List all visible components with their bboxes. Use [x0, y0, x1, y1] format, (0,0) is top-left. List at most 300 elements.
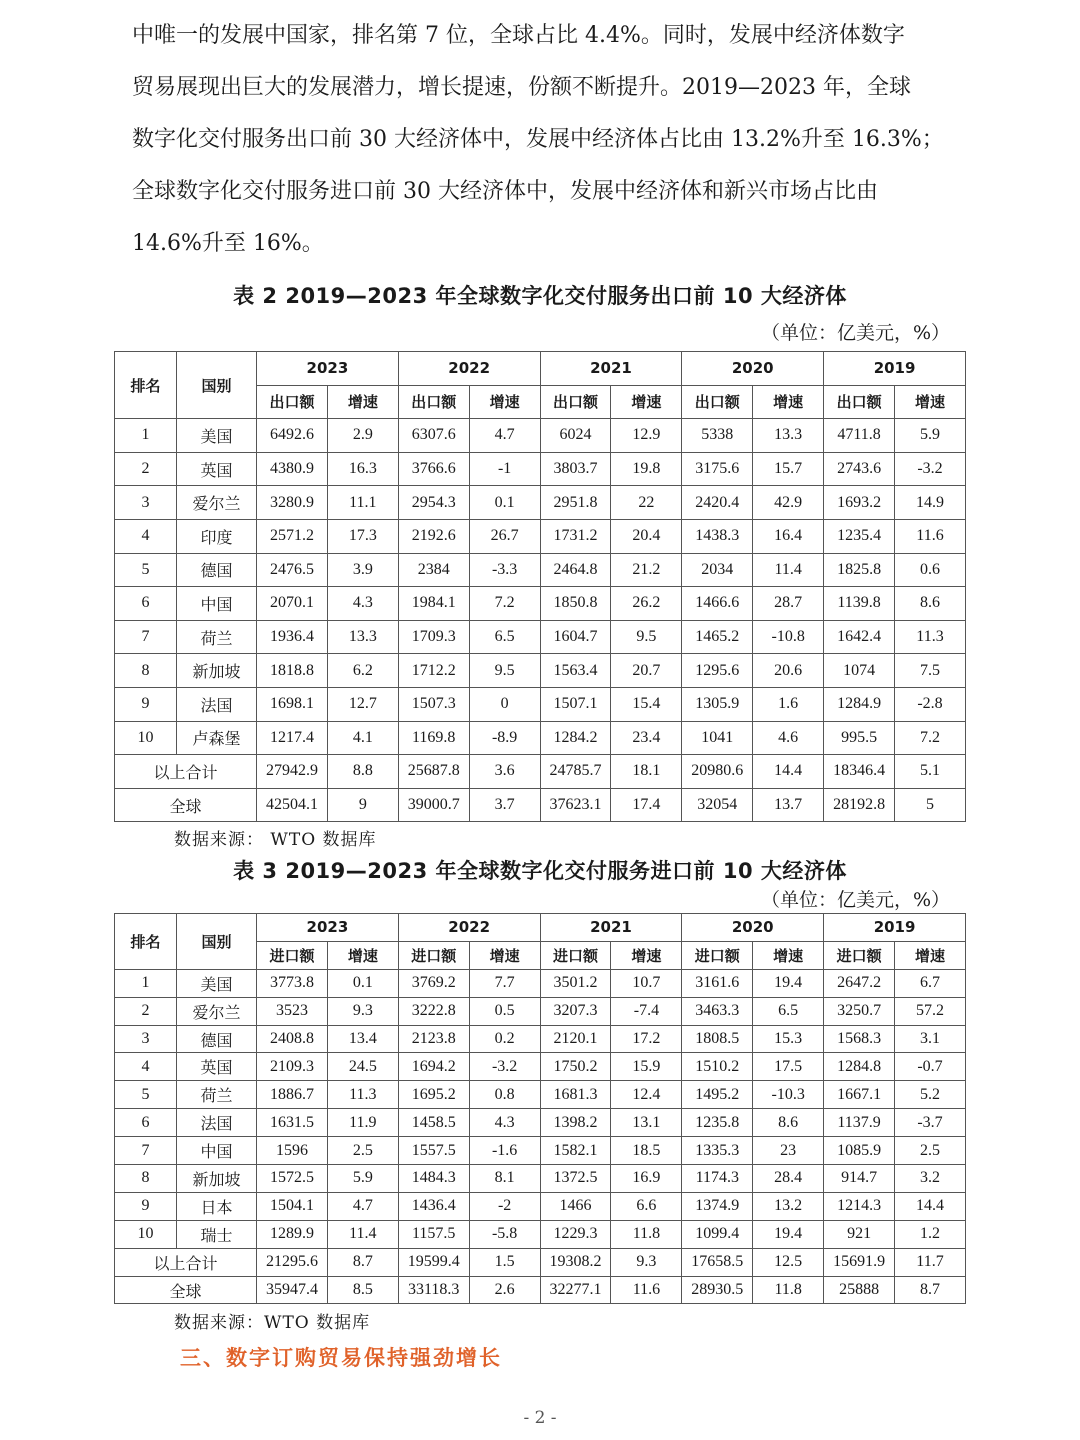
summary-cell: 19599.4 [398, 1248, 469, 1276]
value-cell: 5.9 [327, 1165, 398, 1193]
value-cell: 16.9 [611, 1165, 682, 1193]
value-cell: 1284.9 [824, 687, 895, 721]
value-cell: 11.1 [327, 486, 398, 520]
table-row [115, 1109, 966, 1137]
value-cell: 3501.2 [540, 969, 611, 997]
value-cell: 24.5 [327, 1053, 398, 1081]
value-cell: 1693.2 [824, 486, 895, 520]
country-cell: 中国 [177, 587, 257, 621]
value-cell: 1484.3 [398, 1165, 469, 1193]
value-cell: 1438.3 [682, 519, 753, 553]
growth-header: 增速 [469, 941, 540, 969]
value-cell: 1507.3 [398, 687, 469, 721]
value-cell: 914.7 [824, 1165, 895, 1193]
country-cell: 英国 [177, 1053, 257, 1081]
table-row [115, 687, 966, 721]
value-cell: 1099.4 [682, 1220, 753, 1248]
table-row [115, 486, 966, 520]
rank-cell: 2 [115, 997, 177, 1025]
rank-cell: 8 [115, 654, 177, 688]
table-row [115, 969, 966, 997]
summary-cell: 21295.6 [257, 1248, 328, 1276]
value-cell: 12.9 [611, 419, 682, 453]
table-row [115, 1025, 966, 1053]
table-row [115, 997, 966, 1025]
value-cell: 23 [753, 1137, 824, 1165]
value-cell: 14.9 [895, 486, 966, 520]
value-cell: 2464.8 [540, 553, 611, 587]
table-row [115, 419, 966, 453]
value-cell: 1235.4 [824, 519, 895, 553]
country-cell: 爱尔兰 [177, 486, 257, 520]
country-cell: 美国 [177, 969, 257, 997]
value-cell: 28.7 [753, 587, 824, 621]
country-cell: 爱尔兰 [177, 997, 257, 1025]
value-cell: 4380.9 [257, 452, 328, 486]
summary-row [115, 1276, 966, 1304]
country-header: 国别 [177, 914, 257, 970]
summary-cell: 13.7 [753, 788, 824, 822]
value-cell: 1074 [824, 654, 895, 688]
summary-label: 以上合计 [115, 1248, 257, 1276]
value-cell: 2954.3 [398, 486, 469, 520]
value-cell: 13.1 [611, 1109, 682, 1137]
summary-cell: 32277.1 [540, 1276, 611, 1304]
summary-cell: 5.1 [895, 755, 966, 789]
value-cell: 15.3 [753, 1025, 824, 1053]
value-cell: 1681.3 [540, 1081, 611, 1109]
country-cell: 瑞士 [177, 1220, 257, 1248]
value-cell: -3.2 [469, 1053, 540, 1081]
value-cell: 42.9 [753, 486, 824, 520]
summary-row [115, 1248, 966, 1276]
value-cell: -2.8 [895, 687, 966, 721]
country-cell: 英国 [177, 452, 257, 486]
value-cell: 3222.8 [398, 997, 469, 1025]
value-cell: 22 [611, 486, 682, 520]
value-cell: 1305.9 [682, 687, 753, 721]
value-cell: 1295.6 [682, 654, 753, 688]
value-header: 进口额 [824, 941, 895, 969]
value-cell: 1563.4 [540, 654, 611, 688]
value-cell: 1984.1 [398, 587, 469, 621]
value-cell: 1818.8 [257, 654, 328, 688]
summary-cell: 18.1 [611, 755, 682, 789]
value-cell: 4.3 [327, 587, 398, 621]
year-header: 2023 [257, 352, 399, 386]
summary-cell: 28930.5 [682, 1276, 753, 1304]
table-row [115, 1137, 966, 1165]
rank-cell: 9 [115, 687, 177, 721]
year-header: 2021 [540, 914, 682, 942]
year-header: 2019 [824, 914, 966, 942]
summary-cell: 17658.5 [682, 1248, 753, 1276]
value-cell: 1886.7 [257, 1081, 328, 1109]
value-cell: 21.2 [611, 553, 682, 587]
value-cell: 1458.5 [398, 1109, 469, 1137]
value-cell: 3280.9 [257, 486, 328, 520]
summary-cell: 19308.2 [540, 1248, 611, 1276]
value-cell: 20.7 [611, 654, 682, 688]
value-cell: 11.4 [327, 1220, 398, 1248]
rank-cell: 4 [115, 1053, 177, 1081]
value-header: 进口额 [398, 941, 469, 969]
value-cell: 1604.7 [540, 620, 611, 654]
rank-cell: 6 [115, 1109, 177, 1137]
summary-cell: 11.8 [753, 1276, 824, 1304]
value-cell: -10.8 [753, 620, 824, 654]
year-header: 2023 [257, 914, 399, 942]
value-cell: 11.3 [895, 620, 966, 654]
value-cell: 2109.3 [257, 1053, 328, 1081]
page-number: - 2 - [523, 1408, 557, 1428]
value-cell: 6.5 [469, 620, 540, 654]
value-cell: 1495.2 [682, 1081, 753, 1109]
summary-row [115, 755, 966, 789]
summary-cell: 8.8 [327, 755, 398, 789]
growth-header: 增速 [327, 385, 398, 419]
value-cell: 17.3 [327, 519, 398, 553]
value-cell: 20.4 [611, 519, 682, 553]
value-cell: 3.1 [895, 1025, 966, 1053]
value-cell: -8.9 [469, 721, 540, 755]
summary-cell: 11.7 [895, 1248, 966, 1276]
value-cell: 2192.6 [398, 519, 469, 553]
value-cell: 0.2 [469, 1025, 540, 1053]
value-cell: 1667.1 [824, 1081, 895, 1109]
growth-header: 增速 [753, 385, 824, 419]
summary-cell: 3.7 [469, 788, 540, 822]
country-cell: 中国 [177, 1137, 257, 1165]
country-cell: 德国 [177, 553, 257, 587]
value-cell: 26.7 [469, 519, 540, 553]
value-cell: 13.2 [753, 1192, 824, 1220]
table-row [115, 620, 966, 654]
table-row [115, 587, 966, 621]
value-cell: -3.7 [895, 1109, 966, 1137]
table-row [115, 1165, 966, 1193]
summary-cell: 8.7 [895, 1276, 966, 1304]
country-cell: 新加坡 [177, 1165, 257, 1193]
summary-label: 全球 [115, 1276, 257, 1304]
summary-cell: 17.4 [611, 788, 682, 822]
value-cell: 6.5 [753, 997, 824, 1025]
value-cell: 12.7 [327, 687, 398, 721]
value-cell: 9.3 [327, 997, 398, 1025]
summary-cell: 8.5 [327, 1276, 398, 1304]
value-cell: 1504.1 [257, 1192, 328, 1220]
rank-cell: 3 [115, 486, 177, 520]
value-cell: 19.4 [753, 969, 824, 997]
country-cell: 法国 [177, 1109, 257, 1137]
value-cell: -5.8 [469, 1220, 540, 1248]
table2-unit: （单位：亿美元，%） [760, 322, 950, 344]
value-cell: -7.4 [611, 997, 682, 1025]
value-cell: 0.8 [469, 1081, 540, 1109]
value-cell: 1750.2 [540, 1053, 611, 1081]
value-cell: 3773.8 [257, 969, 328, 997]
growth-header: 增速 [611, 385, 682, 419]
value-cell: 0.1 [469, 486, 540, 520]
value-cell: -3.3 [469, 553, 540, 587]
value-cell: 1.6 [753, 687, 824, 721]
summary-cell: 12.5 [753, 1248, 824, 1276]
value-cell: 11.6 [895, 519, 966, 553]
growth-header: 增速 [327, 941, 398, 969]
value-cell: 4.6 [753, 721, 824, 755]
table-row [115, 654, 966, 688]
value-cell: 26.2 [611, 587, 682, 621]
value-cell: 16.4 [753, 519, 824, 553]
table-row [115, 1192, 966, 1220]
value-cell: 7.5 [895, 654, 966, 688]
rank-cell: 8 [115, 1165, 177, 1193]
year-header: 2020 [682, 352, 824, 386]
value-cell: 2951.8 [540, 486, 611, 520]
value-cell: 1850.8 [540, 587, 611, 621]
table2-caption: 表 2 2019—2023 年全球数字化交付服务出口前 10 大经济体 [233, 284, 847, 308]
summary-cell: 27942.9 [257, 755, 328, 789]
summary-cell: 9 [327, 788, 398, 822]
value-cell: 11.8 [611, 1220, 682, 1248]
summary-cell: 42504.1 [257, 788, 328, 822]
summary-cell: 25888 [824, 1276, 895, 1304]
value-cell: -1.6 [469, 1137, 540, 1165]
value-cell: 19.4 [753, 1220, 824, 1248]
value-cell: 921 [824, 1220, 895, 1248]
summary-cell: 8.7 [327, 1248, 398, 1276]
value-cell: 3523 [257, 997, 328, 1025]
value-cell: 1694.2 [398, 1053, 469, 1081]
value-cell: 8.6 [895, 587, 966, 621]
table-row [115, 519, 966, 553]
value-cell: 1572.5 [257, 1165, 328, 1193]
rank-cell: 6 [115, 587, 177, 621]
summary-cell: 20980.6 [682, 755, 753, 789]
rank-cell: 2 [115, 452, 177, 486]
summary-cell: 25687.8 [398, 755, 469, 789]
value-cell: 1284.2 [540, 721, 611, 755]
value-cell: 13.3 [753, 419, 824, 453]
value-cell: 2743.6 [824, 452, 895, 486]
value-cell: 1.2 [895, 1220, 966, 1248]
rank-cell: 10 [115, 1220, 177, 1248]
growth-header: 增速 [611, 941, 682, 969]
summary-cell: 24785.7 [540, 755, 611, 789]
value-cell: 1712.2 [398, 654, 469, 688]
value-header: 进口额 [682, 941, 753, 969]
growth-header: 增速 [753, 941, 824, 969]
value-cell: 2123.8 [398, 1025, 469, 1053]
value-cell: 1808.5 [682, 1025, 753, 1053]
intro-line: 中唯一的发展中国家，排名第 7 位，全球占比 4.4%。同时，发展中经济体数字 [132, 23, 905, 48]
value-cell: -2 [469, 1192, 540, 1220]
value-cell: 1466 [540, 1192, 611, 1220]
table3-caption: 表 3 2019—2023 年全球数字化交付服务进口前 10 大经济体 [233, 859, 847, 883]
intro-line: 全球数字化交付服务进口前 30 大经济体中，发展中经济体和新兴市场占比由 [132, 179, 878, 204]
summary-cell: 11.6 [611, 1276, 682, 1304]
country-cell: 新加坡 [177, 654, 257, 688]
country-cell: 德国 [177, 1025, 257, 1053]
value-cell: -10.3 [753, 1081, 824, 1109]
value-cell: 2408.8 [257, 1025, 328, 1053]
rank-cell: 5 [115, 553, 177, 587]
value-cell: 20.6 [753, 654, 824, 688]
value-cell: 2384 [398, 553, 469, 587]
value-cell: 2647.2 [824, 969, 895, 997]
value-cell: 6.2 [327, 654, 398, 688]
value-cell: 3769.2 [398, 969, 469, 997]
value-cell: 15.4 [611, 687, 682, 721]
value-cell: 3250.7 [824, 997, 895, 1025]
value-cell: 11.9 [327, 1109, 398, 1137]
summary-cell: 39000.7 [398, 788, 469, 822]
value-cell: 1695.2 [398, 1081, 469, 1109]
value-cell: 1398.2 [540, 1109, 611, 1137]
value-cell: 0 [469, 687, 540, 721]
rank-cell: 9 [115, 1192, 177, 1220]
value-cell: 28.4 [753, 1165, 824, 1193]
value-cell: 9.5 [469, 654, 540, 688]
value-cell: 1284.8 [824, 1053, 895, 1081]
value-cell: 1174.3 [682, 1165, 753, 1193]
value-cell: 5.2 [895, 1081, 966, 1109]
country-cell: 荷兰 [177, 1081, 257, 1109]
growth-header: 增速 [469, 385, 540, 419]
value-cell: 17.2 [611, 1025, 682, 1053]
rank-cell: 7 [115, 620, 177, 654]
year-header: 2021 [540, 352, 682, 386]
value-cell: 6.6 [611, 1192, 682, 1220]
value-cell: 1374.9 [682, 1192, 753, 1220]
value-header: 出口额 [398, 385, 469, 419]
intro-line: 14.6%升至 16%。 [132, 231, 324, 256]
value-cell: 1335.3 [682, 1137, 753, 1165]
value-cell: 10.7 [611, 969, 682, 997]
value-cell: 11.4 [753, 553, 824, 587]
growth-header: 增速 [895, 385, 966, 419]
value-cell: 1157.5 [398, 1220, 469, 1248]
value-cell: 1557.5 [398, 1137, 469, 1165]
value-cell: 2571.2 [257, 519, 328, 553]
value-header: 出口额 [257, 385, 328, 419]
value-cell: 17.5 [753, 1053, 824, 1081]
value-cell: 3.2 [895, 1165, 966, 1193]
table3-import-ranking [114, 913, 966, 1304]
value-cell: 1936.4 [257, 620, 328, 654]
value-cell: -0.7 [895, 1053, 966, 1081]
value-cell: 16.3 [327, 452, 398, 486]
value-cell: 7.2 [895, 721, 966, 755]
value-cell: 14.4 [895, 1192, 966, 1220]
value-cell: 1217.4 [257, 721, 328, 755]
table-row [115, 1081, 966, 1109]
value-cell: 1436.4 [398, 1192, 469, 1220]
value-cell: 5338 [682, 419, 753, 453]
value-cell: 15.9 [611, 1053, 682, 1081]
value-header: 进口额 [540, 941, 611, 969]
value-cell: 1235.8 [682, 1109, 753, 1137]
value-cell: 2.5 [895, 1137, 966, 1165]
value-cell: 0.6 [895, 553, 966, 587]
summary-cell: 28192.8 [824, 788, 895, 822]
value-cell: 1709.3 [398, 620, 469, 654]
value-cell: 1137.9 [824, 1109, 895, 1137]
intro-line: 贸易展现出巨大的发展潜力，增长提速，份额不断提升。2019—2023 年，全球 [132, 75, 911, 100]
summary-label: 以上合计 [115, 755, 257, 789]
value-header: 出口额 [824, 385, 895, 419]
value-cell: 3766.6 [398, 452, 469, 486]
rank-cell: 10 [115, 721, 177, 755]
value-cell: 2070.1 [257, 587, 328, 621]
value-cell: -3.2 [895, 452, 966, 486]
country-cell: 卢森堡 [177, 721, 257, 755]
rank-cell: 4 [115, 519, 177, 553]
summary-cell: 2.6 [469, 1276, 540, 1304]
table-row [115, 1053, 966, 1081]
value-header: 出口额 [540, 385, 611, 419]
table2-source: 数据来源： WTO 数据库 [174, 830, 377, 850]
value-cell: 2420.4 [682, 486, 753, 520]
value-cell: 13.3 [327, 620, 398, 654]
value-cell: 1372.5 [540, 1165, 611, 1193]
summary-row [115, 788, 966, 822]
value-cell: 3175.6 [682, 452, 753, 486]
rank-header: 排名 [115, 914, 177, 970]
year-header: 2022 [398, 914, 540, 942]
value-cell: 0.1 [327, 969, 398, 997]
summary-cell: 37623.1 [540, 788, 611, 822]
value-cell: -1 [469, 452, 540, 486]
rank-cell: 7 [115, 1137, 177, 1165]
value-cell: 1596 [257, 1137, 328, 1165]
summary-label: 全球 [115, 788, 257, 822]
table2-export-ranking [114, 351, 966, 822]
value-cell: 1642.4 [824, 620, 895, 654]
value-cell: 1229.3 [540, 1220, 611, 1248]
value-cell: 19.8 [611, 452, 682, 486]
country-cell: 印度 [177, 519, 257, 553]
value-cell: 1465.2 [682, 620, 753, 654]
value-cell: 2.5 [327, 1137, 398, 1165]
country-cell: 美国 [177, 419, 257, 453]
summary-cell: 14.4 [753, 755, 824, 789]
table-row [115, 553, 966, 587]
value-cell: 1507.1 [540, 687, 611, 721]
header-row-years [115, 352, 966, 386]
value-cell: 1169.8 [398, 721, 469, 755]
value-cell: 6024 [540, 419, 611, 453]
value-cell: 1466.6 [682, 587, 753, 621]
value-cell: 995.5 [824, 721, 895, 755]
summary-cell: 35947.4 [257, 1276, 328, 1304]
summary-cell: 1.5 [469, 1248, 540, 1276]
value-cell: 9.5 [611, 620, 682, 654]
rank-cell: 1 [115, 419, 177, 453]
year-header: 2020 [682, 914, 824, 942]
value-cell: 1510.2 [682, 1053, 753, 1081]
value-cell: 0.5 [469, 997, 540, 1025]
value-cell: 1085.9 [824, 1137, 895, 1165]
rank-cell: 1 [115, 969, 177, 997]
value-cell: 8.6 [753, 1109, 824, 1137]
value-cell: 5.9 [895, 419, 966, 453]
value-cell: 6.7 [895, 969, 966, 997]
value-cell: 11.3 [327, 1081, 398, 1109]
table-row [115, 1220, 966, 1248]
summary-cell: 5 [895, 788, 966, 822]
value-header: 出口额 [682, 385, 753, 419]
